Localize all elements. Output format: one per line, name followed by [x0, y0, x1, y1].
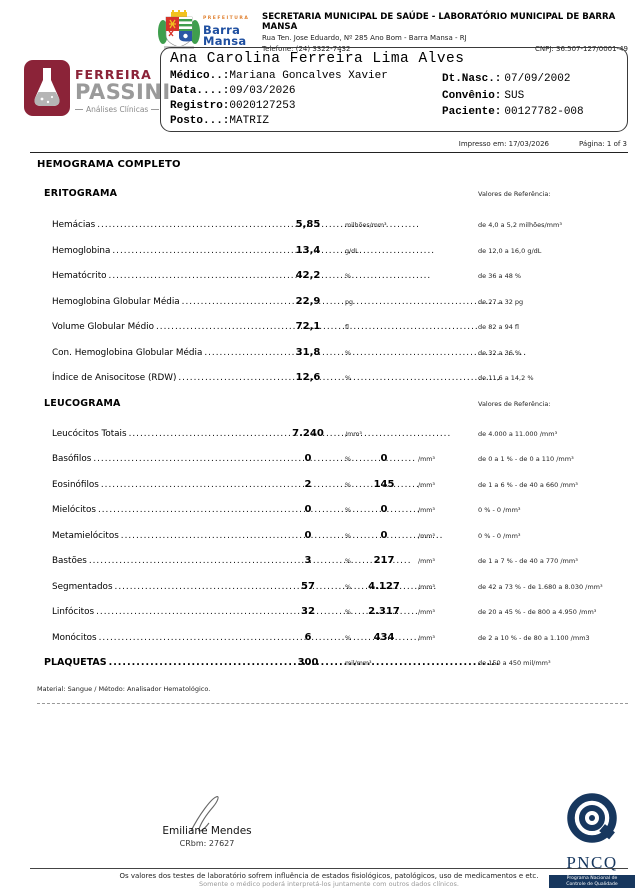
result-row-hgm: Hemoglobina Globular Média ..... 22,9 pg de 27 a 32 pg [37, 296, 628, 307]
lab-tagline: Análises Clínicas [86, 105, 149, 114]
signature-block [132, 793, 282, 848]
result-row-eosinofilos: Eosinófilos ..... 2 % 145 /mm³ de 1 a 6 % - de 40 a 660 /mm³ [37, 479, 628, 490]
report-title: HEMOGRAMA COMPLETO [37, 159, 181, 170]
tagline-rule-right [151, 109, 159, 110]
lab-name [75, 60, 171, 116]
signer-registry: CRbm: 27627 [179, 839, 235, 848]
patient-info-box [160, 47, 628, 132]
signer-name: Emiliane Mendes [162, 825, 252, 837]
field-data: Data....:09/03/2026 [170, 85, 296, 97]
reference-header: Valores de Referência: [478, 190, 551, 198]
result-row-linfocitos: Linfócitos ..... 32 % 2.317 /mm³ de 20 a 45 % - de 800 a 4.950 /mm³ [37, 606, 628, 617]
result-row-bastoes: Bastões ..... 3 % 217 /mm³ de 1 a 7 % - de 40 a 770 /mm³ [37, 555, 628, 566]
page-number: Página: 1 of 3 [579, 140, 627, 148]
result-row-metamielocitos: Metamielócitos ..... 0 % 0 /mm³ 0 % - 0 /mm³ [37, 530, 628, 541]
tagline-rule-left [75, 109, 83, 110]
result-row-plaquetas: PLAQUETAS ..... 300 mil/mm³ de 150 a 450 mil/mm³ [37, 657, 628, 668]
pncq-program-label: Programa Nacional de Controle de Qualidade [549, 875, 635, 888]
lab-name-line2: PASSINI [75, 80, 171, 104]
section-leucograma-header: LEUCOGRAMA Valores de Referência: [37, 398, 628, 409]
org-title: SECRETARIA MUNICIPAL DE SAÚDE - LABORATÓRIO MUNICIPAL DE BARRA MANSA [262, 12, 616, 32]
footer-disclaimer-line2: Somente o médico poderá interpretá-los juntamente com outros dados clínicos. [199, 880, 459, 888]
material-method-note: Material: Sangue / Método: Analisador Hematológico. [37, 685, 211, 693]
result-row-hematocrito: Hematócrito ..... 42,2 % de 36 a 48 % [37, 270, 628, 281]
result-row-monocitos: Monócitos ..... 6 % 434 /mm³ de 2 a 10 % - de 80 a 1.100 /mm3 [37, 632, 628, 643]
city-logo [203, 13, 249, 47]
org-address: Rua Ten. Jose Eduardo, Nº 285 Ano Bom - Barra Mansa - RJ [262, 34, 467, 42]
org-cnpj: CNPJ: 36.507-127/0001-49 [535, 45, 628, 53]
footer-disclaimer-line1: Os valores dos testes de laboratório sofrem influência de estados fisiológicos, patológicos, uso de medicamentos e etc. [119, 872, 539, 880]
patient-name: Ana Carolina Ferreira Lima Alves [170, 51, 465, 67]
flask-icon [24, 60, 70, 116]
result-row-hemoglobina: Hemoglobina ..... 13,4 g/dL de 12,0 a 16,0 g/dL [37, 245, 628, 256]
print-info [459, 140, 627, 148]
result-row-basofilos: Basófilos ..... 0 % 0 /mm³ de 0 a 1 % - de 0 a 110 /mm³ [37, 453, 628, 464]
result-row-mielocitos: Mielócitos ..... 0 % 0 /mm³ 0 % - 0 /mm³ [37, 504, 628, 515]
reference-header: Valores de Referência: [478, 399, 551, 408]
result-row-rdw: Índice de Anisocitose (RDW) ..... 12,6 % de 11,6 a 14,2 % [37, 372, 628, 383]
field-medico: Médico..:Mariana Goncalves Xavier [170, 70, 388, 82]
footer [30, 868, 628, 888]
printed-at: Impresso em: 17/03/2026 [458, 140, 549, 148]
city-name-line2: Mansa [203, 34, 247, 48]
org-phone: Telefone: (24) 3322-7432 [262, 45, 351, 53]
field-registro: Registro:0020127253 [170, 100, 296, 112]
patient-fields-right [442, 69, 618, 129]
result-row-hemacias: Hemácias ..... 5,85 milhões/mm³ de 4,0 a 5,2 milhões/mm³ [37, 219, 628, 230]
result-row-chgm: Con. Hemoglobina Globular Média ..... 31,8 % de 32 a 36 % [37, 347, 628, 358]
header-divider [30, 152, 628, 153]
field-paciente: Paciente: 00127782-008 [442, 106, 584, 118]
city-name-line1: Barra [203, 23, 241, 37]
results [37, 159, 628, 704]
field-dtnasc: Dt.Nasc.: 07/09/2002 [442, 73, 571, 85]
lab-logo [24, 60, 171, 116]
result-row-segmentados: Segmentados ..... 57 % 4.127 /mm³ de 42 a 73 % - de 1.680 a 8.030 /mm³ [37, 581, 628, 592]
lab-name-line1: FERREIRA [75, 67, 152, 82]
prefeitura-label: PREFEITURA [203, 16, 250, 21]
result-row-leucocitos: Leucócitos Totais ..... 7.240 /mm³ de 4.000 a 11.000 /mm³ [37, 428, 628, 439]
section-eritograma-header: ERITOGRAMA Valores de Referência: [37, 188, 628, 199]
field-convenio: Convênio: SUS [442, 89, 525, 102]
patient-fields-left [170, 69, 442, 129]
city-crest-icon [157, 10, 201, 50]
dashed-divider [37, 703, 628, 704]
result-row-vgm: Volume Globular Médio ..... 72,1 fl de 82 a 94 fl [37, 321, 628, 332]
field-posto: Posto...:MATRIZ [170, 115, 270, 127]
pncq-acronym: PNCQ [566, 853, 618, 872]
pncq-seal-icon [563, 792, 621, 848]
